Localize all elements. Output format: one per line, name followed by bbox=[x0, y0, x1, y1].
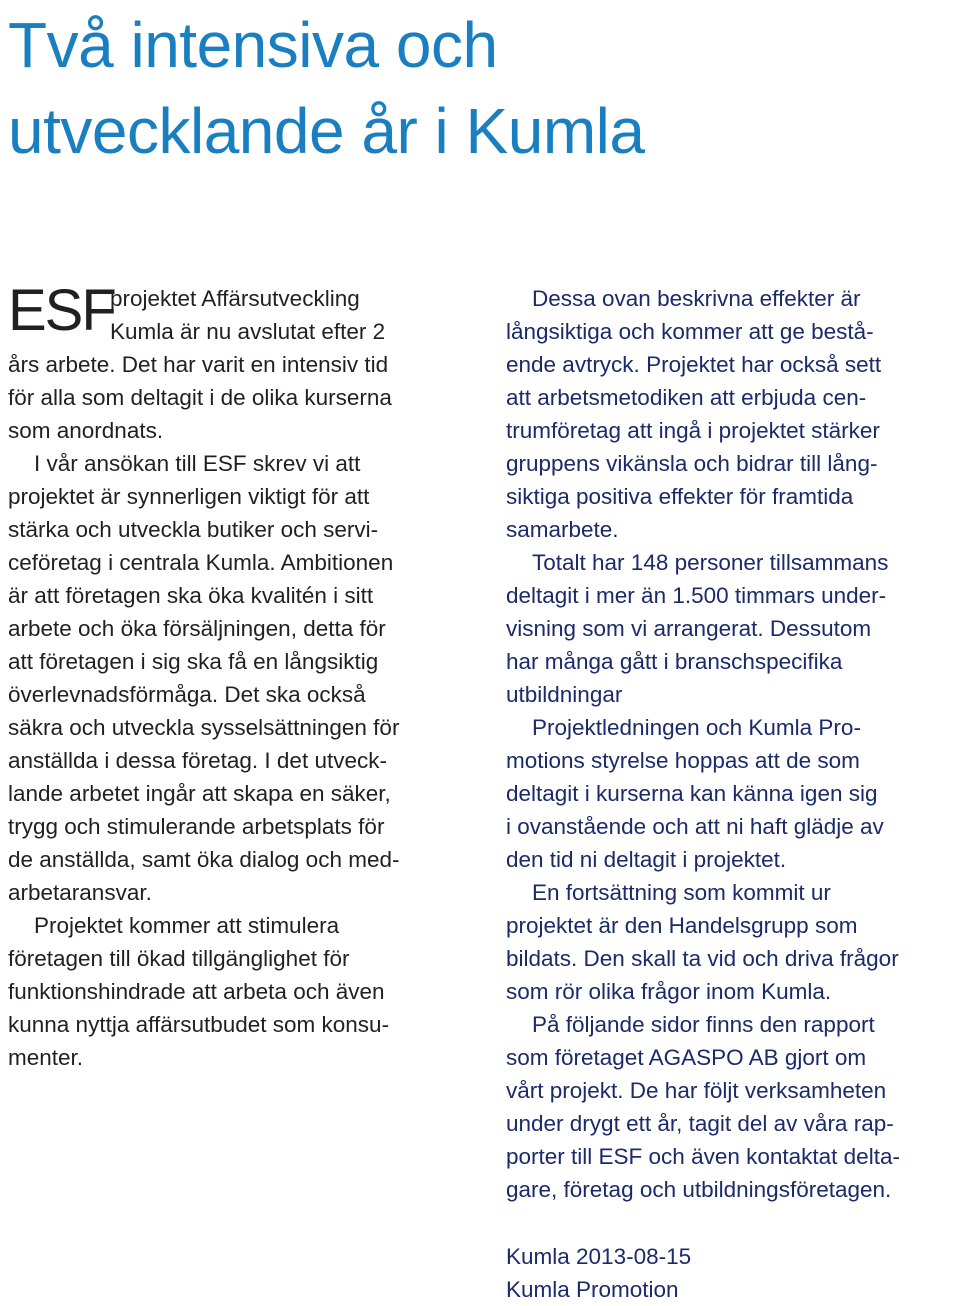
text-line: stärka och utveckla butiker och servi- bbox=[8, 517, 379, 542]
text-line: samarbete. bbox=[506, 517, 619, 542]
signature bbox=[506, 1240, 691, 1306]
text-line: I vår ansökan till ESF skrev vi att bbox=[34, 451, 361, 476]
text-line: bildats. Den skall ta vid och driva frågor bbox=[506, 946, 899, 971]
text-line: deltagit i mer än 1.500 timmars under- bbox=[506, 583, 887, 608]
text-line: långsiktiga och kommer att ge bestå- bbox=[506, 319, 874, 344]
text-line: har många gått i branschspecifika bbox=[506, 649, 843, 674]
text-line: som anordnats. bbox=[8, 418, 164, 443]
text-line: säkra och utveckla sysselsättningen för bbox=[8, 715, 400, 740]
text-line: som rör olika frågor inom Kumla. bbox=[506, 979, 832, 1004]
text-line: menter. bbox=[8, 1045, 84, 1070]
text-line: arbetaransvar. bbox=[8, 880, 152, 905]
text-line: projektet är den Handelsgrupp som bbox=[506, 913, 858, 938]
paragraph bbox=[8, 447, 463, 909]
paragraph bbox=[8, 348, 463, 447]
text-line: gare, företag och utbildningsföretagen. bbox=[506, 1177, 892, 1202]
text-line: att företagen i sig ska få en långsiktig bbox=[8, 649, 379, 674]
paragraph bbox=[506, 1008, 956, 1206]
text-line: arbete och öka försäljningen, detta för bbox=[8, 616, 386, 641]
text-line: funktionshindrade att arbeta och även bbox=[8, 979, 385, 1004]
text-line: utbildningar bbox=[506, 682, 623, 707]
text-line: att arbetsmetodiken att erbjuda cen- bbox=[506, 385, 867, 410]
paragraph bbox=[506, 546, 956, 711]
text-line: lande arbetet ingår att skapa en säker, bbox=[8, 781, 391, 806]
text-line: deltagit i kurserna kan känna igen sig bbox=[506, 781, 878, 806]
text-line: trumföretag att ingå i projektet stärker bbox=[506, 418, 880, 443]
text-line: i ovanstående och att ni haft glädje av bbox=[506, 814, 884, 839]
text-line: vårt projekt. De har följt verksamheten bbox=[506, 1078, 887, 1103]
text-line: Projektledningen och Kumla Pro- bbox=[532, 715, 861, 740]
text-line: projektet Affärsutveckling bbox=[110, 286, 360, 311]
text-line: Dessa ovan beskrivna effekter är bbox=[532, 286, 861, 311]
text-line: Projektet kommer att stimulera bbox=[34, 913, 340, 938]
text-line: som företaget AGASPO AB gjort om bbox=[506, 1045, 867, 1070]
text-line: gruppens vikänsla och bidrar till lång- bbox=[506, 451, 878, 476]
title-line: utvecklande år i Kumla bbox=[8, 95, 645, 167]
dropcap: ESF bbox=[8, 278, 115, 343]
text-line: överlevnadsförmåga. Det ska också bbox=[8, 682, 366, 707]
text-line: Totalt har 148 personer tillsammans bbox=[532, 550, 889, 575]
text-line: kunna nyttja affärsutbudet som konsu- bbox=[8, 1012, 390, 1037]
text-line: för alla som deltagit i de olika kurserna bbox=[8, 385, 392, 410]
right-column bbox=[506, 282, 956, 1206]
lead-paragraph bbox=[8, 278, 463, 348]
text-line: års arbete. Det har varit en intensiv tid bbox=[8, 352, 389, 377]
page-title bbox=[8, 2, 948, 174]
paragraph bbox=[506, 282, 956, 546]
left-column bbox=[8, 278, 463, 1074]
text-line: de anställda, samt öka dialog och med- bbox=[8, 847, 400, 872]
signature-organization: Kumla Promotion bbox=[506, 1277, 679, 1302]
text-line: ceföretag i centrala Kumla. Ambitionen bbox=[8, 550, 394, 575]
text-line: är att företagen ska öka kvalitén i sitt bbox=[8, 583, 374, 608]
text-line: siktiga positiva effekter för framtida bbox=[506, 484, 854, 509]
title-line: Två intensiva och bbox=[8, 9, 498, 81]
text-line: På följande sidor finns den rapport bbox=[532, 1012, 875, 1037]
text-line: den tid ni deltagit i projektet. bbox=[506, 847, 787, 872]
text-line: En fortsättning som kommit ur bbox=[532, 880, 831, 905]
paragraph bbox=[8, 909, 463, 1074]
text-line: trygg och stimulerande arbetsplats för bbox=[8, 814, 385, 839]
text-line: under drygt ett år, tagit del av våra rap- bbox=[506, 1111, 894, 1136]
paragraph bbox=[506, 711, 956, 876]
text-line: motions styrelse hoppas att de som bbox=[506, 748, 860, 773]
text-line: Kumla är nu avslutat efter 2 bbox=[110, 319, 386, 344]
text-line: projektet är synnerligen viktigt för att bbox=[8, 484, 370, 509]
text-line: porter till ESF och även kontaktat delta- bbox=[506, 1144, 900, 1169]
signature-date: Kumla 2013-08-15 bbox=[506, 1244, 692, 1269]
text-line: ende avtryck. Projektet har också sett bbox=[506, 352, 882, 377]
text-line: visning som vi arrangerat. Dessutom bbox=[506, 616, 872, 641]
text-line: anställda i dessa företag. I det utveck- bbox=[8, 748, 387, 773]
paragraph bbox=[506, 876, 956, 1008]
text-line: företagen till ökad tillgänglighet för bbox=[8, 946, 350, 971]
